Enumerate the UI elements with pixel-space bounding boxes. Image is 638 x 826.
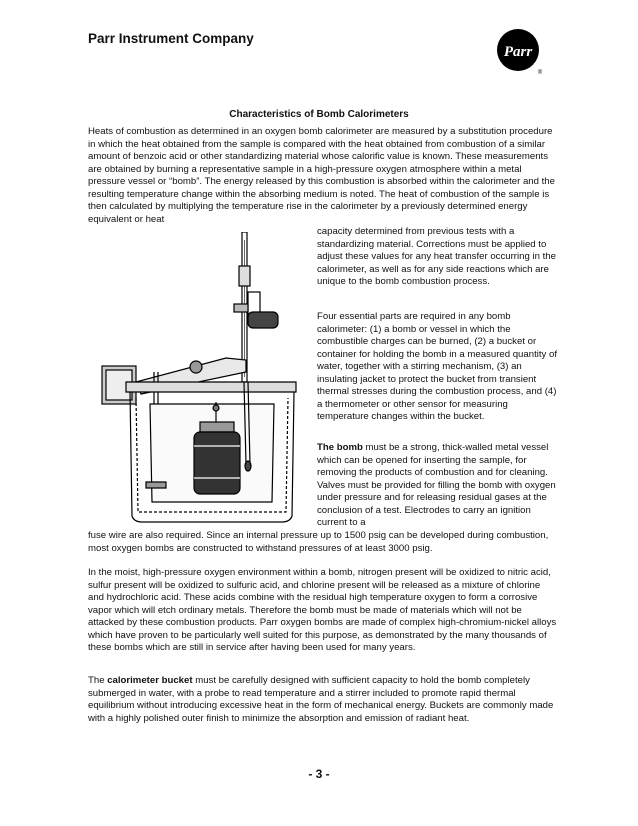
logo-text: Parr [503, 44, 533, 60]
bomb-heading: The bomb [317, 442, 363, 453]
bomb-paragraph [317, 442, 561, 530]
bomb-paragraph-continued: fuse wire are also required. Since an internal pressure up to 1500 psig can be developed during combustion, most oxygen bombs are constructed to withstand pressures of at least 3000 psig. [88, 530, 549, 554]
intro-paragraph-continued: capacity determined from previous tests with a standardizing material. Corrections must be applied to adjust these values for any heat transfer occurring in the calorimeter, as well as for any side reactions which are unique to the bomb combustion process. [317, 226, 556, 287]
bucket-text: must be carefully designed with sufficient capacity to hold the bomb completely submerged in water, with a probe to read temperature and a stirrer included to promote rapid thermal equilibrium without introducing excessive heat in the form of mechanical energy. Buckets are commonly made with a highly polished outer finish to minimize the absorption and emission of radiant heat. [88, 675, 554, 724]
registered-mark: ® [537, 70, 543, 76]
page-number: - 3 - [308, 767, 330, 781]
bomb-text: must be a strong, thick-walled metal vessel which can be opened for inserting the sample, for removing the products of combustion and for cleaning. Valves must be provided for filling the bomb with oxygen under pressure and for releasing residual gases at the conclusion of a test. Electrodes to carry an ignition current to a [317, 442, 556, 528]
essential-parts-text: Four essential parts are required in any bomb calorimeter: (1) a bomb or vessel in which the combustible charges can be burned, (2) a bucket or container for holding the bomb in a measured quantity of water, together with a stirring mechanism, (3) an insulating jacket to protect the bucket from transient thermal stresses during the combustion process, and (4) a thermometer or other sensor for measuring temperature changes within the bucket. [317, 311, 557, 422]
essential-parts-paragraph [317, 311, 561, 424]
parr-logo [496, 27, 546, 77]
moist-environment-paragraph: In the moist, high-pressure oxygen environment within a bomb, nitrogen present will be oxidized to nitric acid, sulfur present will be oxidized to sulfuric acid, and chlorine present will be released as a mixture of chlorine and hydrochloric acid. These acids combine with the residual high temperature oxygen to form a corrosive vapor which will etch ordinary metals. Therefore the bomb must be made of materials which will not be attacked by these combustion products. Parr oxygen bombs are made of complex high-chromium-nickel alloys which have proven to be particularly well suited for this purpose, as demonstrated by the many thousands of these bombs which are still in service after having been used for many years. [88, 567, 557, 653]
company-name: Parr Instrument Company [88, 31, 254, 46]
calorimeter-illustration [96, 232, 314, 524]
page-title: Characteristics of Bomb Calorimeters [229, 109, 409, 120]
bucket-heading: calorimeter bucket [107, 675, 193, 686]
intro-paragraph: Heats of combustion as determined in an oxygen bomb calorimeter are measured by a substitution procedure in which the heat obtained from the sample is compared with the heat obtained from combustion of a similar amount of benzoic acid or other standardizing material whose calorific value is known. These measurements are obtained by burning a representative sample in a high-pressure oxygen atmosphere within a metal pressure vessel or “bomb”. The energy released by this combustion is absorbed within the calorimeter and the resulting temperature change within the absorbing medium is noted. The heat of combustion of the sample is then calculated by multiplying the temperature rise in the calorimeter by a previously determined energy equivalent or heat [88, 126, 555, 225]
bucket-paragraph [88, 675, 558, 725]
bucket-prefix: The [88, 675, 108, 686]
